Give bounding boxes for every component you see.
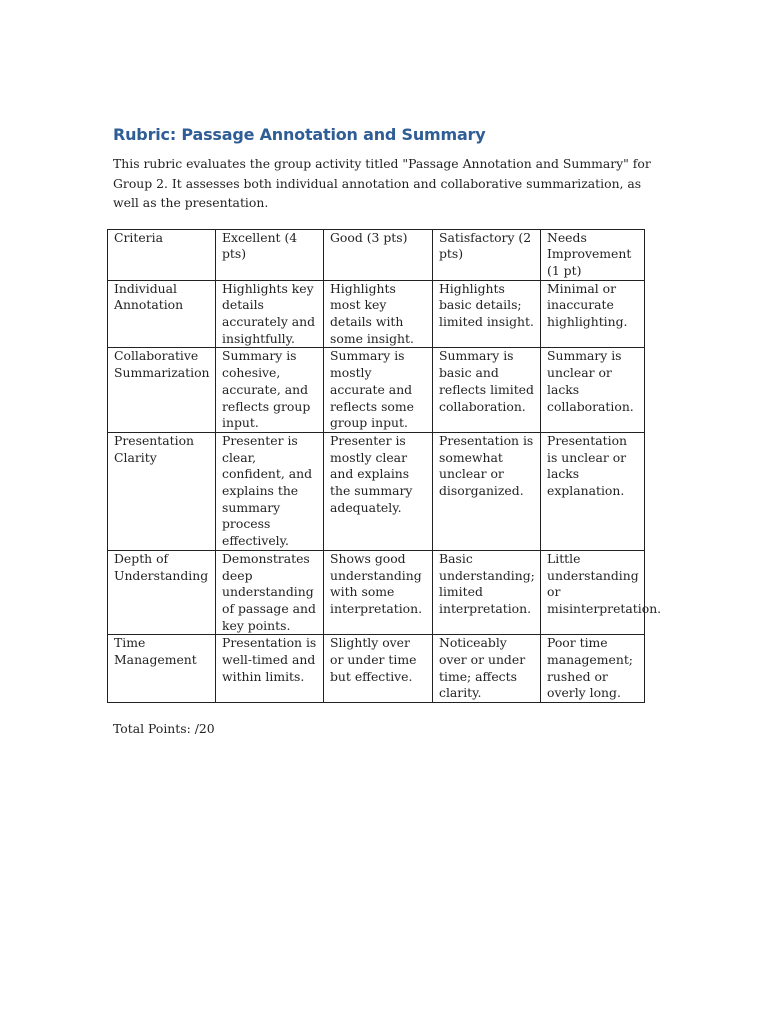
- rubric-table: [107, 229, 662, 704]
- good-cell: Shows good understanding with some interpretation.: [324, 550, 433, 635]
- good-cell: Presenter is mostly clear and explains the summary adequately.: [324, 432, 433, 550]
- excellent-cell: Presentation is well-timed and within limits.: [216, 635, 324, 703]
- criteria-cell: Depth of Understanding: [108, 550, 216, 635]
- document-title: Rubric: Passage Annotation and Summary: [113, 125, 486, 144]
- good-cell: Highlights most key details with some insight.: [324, 280, 433, 348]
- criteria-cell: Collaborative Summarization: [108, 348, 216, 433]
- criteria-cell: Presentation Clarity: [108, 432, 216, 550]
- satisfactory-cell: Basic understanding; limited interpretation.: [433, 550, 541, 635]
- table-row: [108, 348, 645, 433]
- criteria-cell: Individual Annotation: [108, 280, 216, 348]
- criteria-cell: Time Management: [108, 635, 216, 703]
- satisfactory-cell: Presentation is somewhat unclear or disorganized.: [433, 432, 541, 550]
- good-cell: Summary is mostly accurate and reflects some group input.: [324, 348, 433, 433]
- header-criteria: Criteria: [108, 229, 216, 280]
- satisfactory-cell: Summary is basic and reflects limited collaboration.: [433, 348, 541, 433]
- header-satisfactory: Satisfactory (2 pts): [433, 229, 541, 280]
- intro-paragraph: This rubric evaluates the group activity titled "Passage Annotation and Summary" for Group 2. It assesses both individual annotation and collaborative summarization, as well as the presentation.: [113, 156, 651, 210]
- table-row: [108, 280, 645, 348]
- needs-improvement-cell: Summary is unclear or lacks collaboration.: [541, 348, 645, 433]
- satisfactory-cell: Highlights basic details; limited insight.: [433, 280, 541, 348]
- table-row: [108, 432, 645, 550]
- needs-improvement-cell: Presentation is unclear or lacks explanation.: [541, 432, 645, 550]
- table-header-row: [108, 229, 645, 280]
- needs-improvement-cell: Little understanding or misinterpretation.: [541, 550, 645, 635]
- header-good: Good (3 pts): [324, 229, 433, 280]
- good-cell: Slightly over or under time but effective.: [324, 635, 433, 703]
- satisfactory-cell: Noticeably over or under time; affects clarity.: [433, 635, 541, 703]
- needs-improvement-cell: Minimal or inaccurate highlighting.: [541, 280, 645, 348]
- excellent-cell: Summary is cohesive, accurate, and reflects group input.: [216, 348, 324, 433]
- excellent-cell: Highlights key details accurately and insightfully.: [216, 280, 324, 348]
- header-needs-improvement: Needs Improvement (1 pt): [541, 229, 645, 280]
- rubric-document: [113, 124, 673, 751]
- excellent-cell: Demonstrates deep understanding of passage and key points.: [216, 550, 324, 635]
- table-row: [108, 635, 645, 703]
- header-excellent: Excellent (4 pts): [216, 229, 324, 280]
- table-row: [108, 550, 645, 635]
- total-points: Total Points: /20: [113, 721, 215, 737]
- excellent-cell: Presenter is clear, confident, and explains the summary process effectively.: [216, 432, 324, 550]
- needs-improvement-cell: Poor time management; rushed or overly long.: [541, 635, 645, 703]
